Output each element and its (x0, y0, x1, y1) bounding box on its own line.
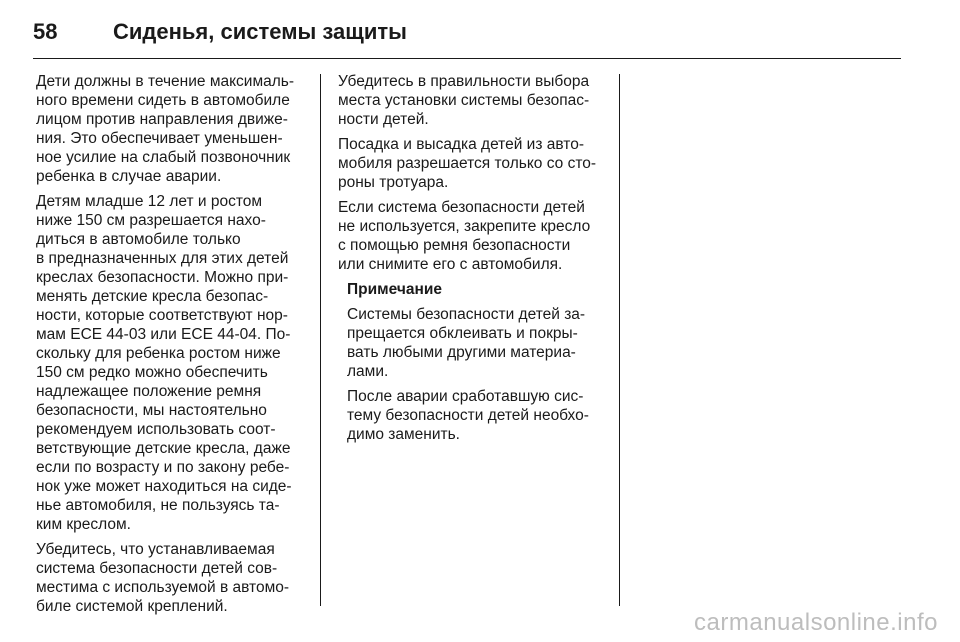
paragraph: Убедитесь, что устанавливаемая система безопасности детей сов- местима с используемой в автомо- биле системой креплений. (36, 541, 290, 615)
note-paragraph: После аварии сработавшую сис- тему безопасности детей необхо- димо заменить. (347, 388, 589, 443)
paragraph: Если система безопасности детей не используется, закрепите кресло с помощью ремня безопасности или снимите его с автомобиля. (338, 199, 591, 273)
column-divider (320, 74, 321, 606)
header-divider (33, 58, 901, 59)
note-paragraph: Системы безопасности детей за- прещается обклеивать и покры- вать любыми другими материа- лами. (347, 306, 586, 380)
page-number: 58 (33, 19, 58, 44)
column-divider (619, 74, 620, 606)
text-column-middle (338, 72, 608, 450)
paragraph: Дети должны в течение максималь- ного времени сидеть в автомобиле лицом против направления движе- ния. Это обеспечивает уменьшен- ное усилие на слабый позвоночник ребенка в случае аварии. (36, 73, 295, 185)
paragraph: Посадка и высадка детей из авто- мобиля разрешается только со сто- роны тротуара. (338, 136, 597, 191)
paragraph: Детям младше 12 лет и ростом ниже 150 см разрешается нахо- диться в автомобиле только в предназначенных для этих детей креслах безопасности. Можно при- менять детские кресла безопас- ности, которые соответствуют нор- мам ECE 44-03 или ECE 44-04. По- скольку для ребенка ростом ниже 150 см редко можно обеспечить надлежащее положение ремня безопасности, мы настоятельно рекомендуем использовать соот- ветствующие детские кресла, даже если по возрасту и по закону ребе- нок уже может находиться на сиде- нье автомобиля, не пользуясь та- ким креслом. (36, 193, 292, 533)
page-header (33, 12, 407, 52)
note-title: Примечание (347, 281, 442, 298)
note-block (347, 280, 608, 444)
watermark: carmanualsonline.info (694, 609, 938, 636)
page-title: Сиденья, системы защиты (113, 19, 407, 44)
paragraph: Убедитесь в правильности выбора места установки системы безопас- ности детей. (338, 73, 590, 128)
text-column-left (36, 72, 311, 622)
